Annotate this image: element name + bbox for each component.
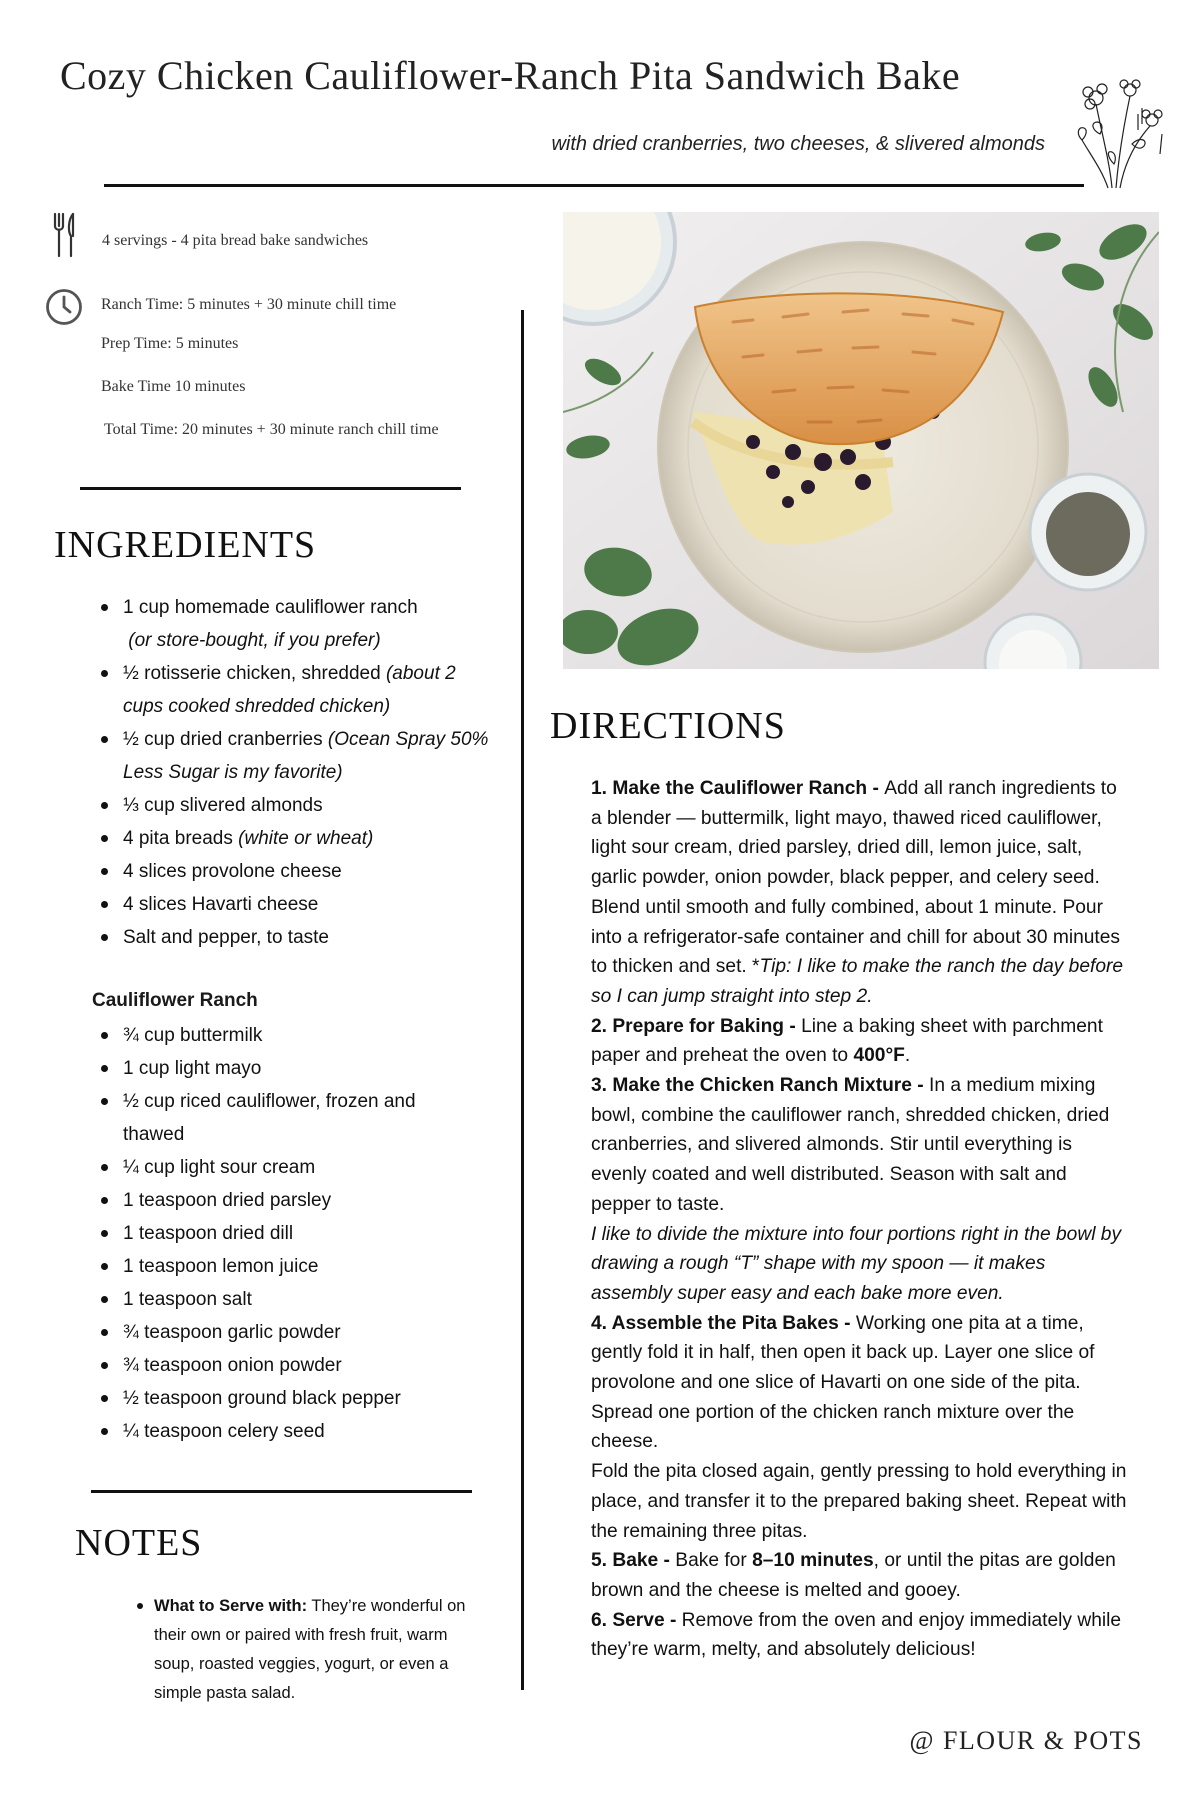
prep-time-text: Prep Time: 5 minutes <box>101 335 239 352</box>
ingredient-item: ½ rotisserie chicken, shredded (about 2 cups cooked shredded chicken) <box>123 657 493 723</box>
direction-step-3: 3. Make the Chicken Ranch Mixture - In a medium mixing bowl, combine the cauliflower ranch, shredded chicken, dried cranberries, and slivered almonds. Stir until everything is evenly coated and well distributed. Season with salt and pepper to taste. <box>591 1075 1110 1215</box>
recipe-photo <box>563 212 1159 669</box>
ranch-ingredient-item: 1 teaspoon salt <box>123 1283 473 1316</box>
ranch-ingredients-list <box>123 1019 473 1448</box>
column-divider <box>521 310 524 1690</box>
ingredient-item: 1 cup homemade cauliflower ranch (or store-bought, if you prefer) <box>123 591 493 657</box>
meta-divider <box>80 487 461 490</box>
direction-step-3-tip: I like to divide the mixture into four portions right in the bowl by drawing a rough “T” shape with my spoon — it makes assembly super easy and each bake more even. <box>591 1223 1122 1304</box>
ranch-ingredient-item: ¾ cup buttermilk <box>123 1019 473 1052</box>
ranch-ingredient-item: 1 teaspoon lemon juice <box>123 1250 473 1283</box>
header-divider <box>104 184 1084 187</box>
recipe-subtitle: with dried cranberries, two cheeses, & slivered almonds <box>551 133 1045 155</box>
clock-icon <box>45 288 83 326</box>
ranch-ingredient-item: 1 teaspoon dried dill <box>123 1217 473 1250</box>
direction-step-4: 4. Assemble the Pita Bakes - Working one pita at a time, gently fold it in half, then open it back up. Layer one slice of provolone and one slice of Havarti on one side of the pita. Spread one portion of the chicken ranch mixture over the cheese. <box>591 1312 1095 1453</box>
directions-text <box>591 774 1131 1665</box>
direction-step-1: 1. Make the Cauliflower Ranch - Add all ranch ingredients to a blender — buttermilk, light mayo, thawed riced cauliflower, light sour cream, dried parsley, dried dill, lemon juice, salt, garlic powder, onion powder, black pepper, and celery seed. Blend until smooth and fully combined, about 1 minute. Pour into a refrigerator-safe container and chill for about 30 minutes to thicken and set. *Tip: I like to make the ranch the day before so I can jump straight into step 2. <box>591 778 1124 1007</box>
servings-text: 4 servings - 4 pita bread bake sandwiches <box>102 232 369 249</box>
wildflower-illustration-icon <box>1072 74 1172 190</box>
fork-knife-icon <box>52 212 78 258</box>
notes-list <box>154 1592 484 1708</box>
ingredients-list <box>123 591 493 954</box>
ranch-ingredient-item: ¾ teaspoon onion powder <box>123 1349 473 1382</box>
bake-time-text: Bake Time 10 minutes <box>101 378 246 395</box>
note-item: What to Serve with: They’re wonderful on their own or paired with fresh fruit, warm soup, roasted veggies, yogurt, or even a simple pasta salad. <box>154 1592 484 1708</box>
cauliflower-ranch-heading: Cauliflower Ranch <box>92 990 258 1011</box>
ingredient-item: ⅓ cup slivered almonds <box>123 789 493 822</box>
notes-heading: NOTES <box>75 1522 203 1564</box>
ranch-ingredient-item: 1 cup light mayo <box>123 1052 473 1085</box>
ingredient-item: 4 pita breads (white or wheat) <box>123 822 493 855</box>
ranch-ingredient-item: ¾ teaspoon garlic powder <box>123 1316 473 1349</box>
pita-bake-plate-image <box>563 212 1159 669</box>
ranch-ingredient-item: ½ teaspoon ground black pepper <box>123 1382 473 1415</box>
direction-step-2: 2. Prepare for Baking - Line a baking sheet with parchment paper and preheat the oven to 400°F. <box>591 1015 1103 1067</box>
ingredient-item: 4 slices provolone cheese <box>123 855 493 888</box>
ingredients-heading: INGREDIENTS <box>54 524 317 566</box>
directions-heading: DIRECTIONS <box>550 705 786 747</box>
recipe-title: Cozy Chicken Cauliflower-Ranch Pita Sandwich Bake <box>60 53 961 98</box>
ranch-ingredient-item: ½ cup riced cauliflower, frozen and thawed <box>123 1085 473 1151</box>
total-time-text: Total Time: 20 minutes + 30 minute ranch chill time <box>104 421 439 438</box>
ingredient-item: 4 slices Havarti cheese <box>123 888 493 921</box>
brand-credit: @ FLOUR & POTS <box>909 1726 1143 1755</box>
ingredient-item: Salt and pepper, to taste <box>123 921 493 954</box>
ranch-ingredient-item: ¼ cup light sour cream <box>123 1151 473 1184</box>
ranch-ingredient-item: ¼ teaspoon celery seed <box>123 1415 473 1448</box>
direction-step-4-continued: Fold the pita closed again, gently pressing to hold everything in place, and transfer it to the prepared baking sheet. Repeat with the remaining three pitas. <box>591 1461 1127 1542</box>
direction-step-6: 6. Serve - Remove from the oven and enjoy immediately while they’re warm, melty, and absolutely delicious! <box>591 1609 1122 1661</box>
ingredient-item: ½ cup dried cranberries (Ocean Spray 50% Less Sugar is my favorite) <box>123 723 493 789</box>
ranch-ingredient-item: 1 teaspoon dried parsley <box>123 1184 473 1217</box>
notes-divider <box>91 1490 472 1493</box>
direction-step-5: 5. Bake - Bake for 8–10 minutes, or until the pitas are golden brown and the cheese is melted and gooey. <box>591 1550 1116 1601</box>
ranch-time-text: Ranch Time: 5 minutes + 30 minute chill time <box>101 296 397 313</box>
